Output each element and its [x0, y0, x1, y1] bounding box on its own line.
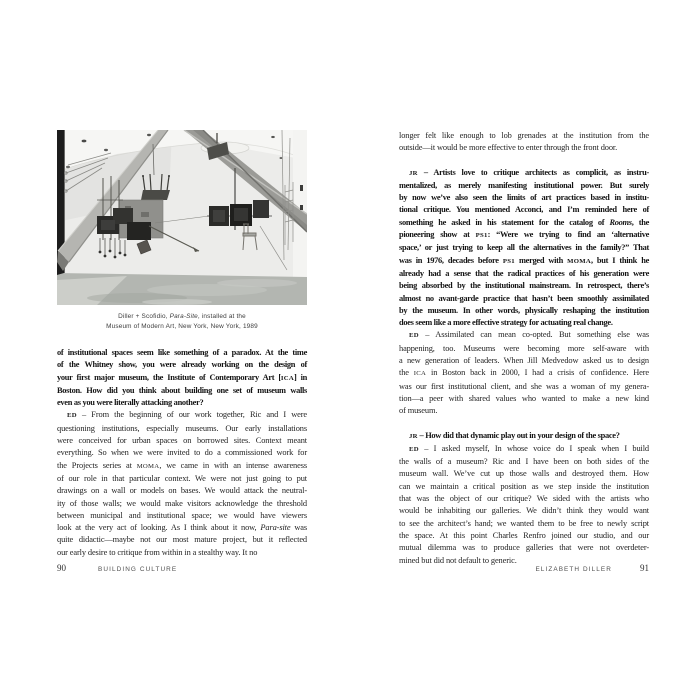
text-line [399, 493, 649, 505]
text-line [57, 423, 307, 435]
text-line [57, 447, 307, 459]
text-line [399, 505, 649, 517]
text-run: something he asked in his statement for the catalog of [399, 217, 610, 227]
text-run: mentalized, as merely manifesting institutional power. But surely [399, 180, 649, 190]
right-page [399, 130, 649, 590]
text-line [57, 460, 307, 473]
paragraph [57, 409, 307, 559]
text-line [399, 329, 649, 342]
text-line [399, 481, 649, 493]
text-run: Diller + Scofidio, [118, 313, 170, 320]
paragraph [399, 167, 649, 330]
speaker-label: ED [409, 445, 419, 453]
page-number-left: 90 [57, 563, 66, 573]
paragraph [399, 329, 649, 417]
text-run: Boston. How did you think about building one set of museum walls [57, 385, 307, 395]
text-run: – From the beginning of our work together, Ric and I were [76, 410, 307, 420]
text-run: were conceived for urban spaces on borrowed sites. Context meant [57, 436, 307, 446]
text-run: the [399, 368, 414, 378]
text-line [399, 405, 649, 417]
text-line [399, 456, 649, 468]
text-run: space,’ or just trying to keep all the alternatives in the family?” That [399, 243, 649, 253]
text-run: mined but did not default to generic. [399, 555, 517, 565]
text-run: , but I think he [590, 255, 649, 265]
text-run: : “Were we trying to find an ‘alternative [487, 230, 649, 240]
text-run: outside—it would be more effective to enter through the front door. [399, 143, 618, 153]
text-run: merged with [514, 255, 568, 265]
text-line [399, 142, 649, 154]
text-run: between municipal and institutional space; we would have viewers [57, 510, 307, 520]
text-run: in Boston back in 2000, I had a crisis of confidence. Here [426, 368, 649, 378]
text-run: , we came in with an intense awareness [159, 460, 307, 470]
text-line [399, 530, 649, 542]
right-page-text [399, 130, 649, 567]
text-line [57, 547, 307, 559]
text-run: your first major museum, the Institute of Contemporary Art [ [57, 372, 281, 382]
running-title-right: ELIZABETH DILLER [535, 566, 612, 573]
caption-line [57, 312, 307, 322]
text-line [399, 518, 649, 530]
text-run: was [290, 523, 307, 533]
installation-photo-figure [57, 130, 307, 331]
text-run: PS1 [502, 257, 515, 265]
text-line [57, 498, 307, 510]
text-run: was our first institutional client, and she was a woman of my genera- [399, 381, 649, 391]
text-line [399, 343, 649, 355]
text-run: everything. So when we were invited to do a commissioned work for [57, 448, 307, 458]
paragraph [399, 443, 649, 567]
text-run: the walls of a museum? Ric and I have been on both sides of the [399, 457, 649, 467]
text-run: that was the object of our critique? We sided with the artists who [399, 494, 649, 504]
speaker-label: ED [67, 412, 77, 420]
page-number-right: 91 [640, 563, 649, 573]
text-line [399, 192, 649, 204]
text-line [399, 367, 649, 380]
running-title-left: BUILDING CULTURE [98, 566, 178, 573]
photo-caption [57, 312, 307, 331]
text-run: Rooms [609, 217, 632, 227]
text-line [57, 409, 307, 422]
text-run: – How did that dynamic play out in your design of the space? [417, 430, 620, 440]
text-run: happening, too. Museums were becoming more self-aware with [399, 343, 649, 353]
text-run: by the museum. In other words, physically reshaping the institution [399, 305, 649, 315]
text-line [399, 443, 649, 456]
text-run: look at the very act of looking. As I think about it now, [57, 523, 261, 533]
text-line [399, 381, 649, 393]
text-run: ICA [413, 370, 427, 378]
text-run: the Projects series at [57, 460, 137, 470]
text-run: PS1 [475, 232, 488, 240]
text-line [399, 242, 649, 254]
text-run: ICA [280, 374, 294, 382]
text-run: being absorbed by the institutional mainstream. In retrospect, there’s [399, 281, 649, 291]
text-run: of institutional spaces seem like something of a paradox. At the time [57, 348, 307, 357]
text-line [399, 130, 649, 142]
text-line [399, 180, 649, 192]
text-line [57, 473, 307, 485]
text-run: mutual dilemma was to produce galleries that were not overdeter- [399, 543, 649, 553]
paragraph [57, 347, 307, 409]
text-line [399, 293, 649, 305]
text-line [399, 229, 649, 242]
left-page-text [57, 347, 307, 559]
text-line [399, 542, 649, 554]
text-line [399, 305, 649, 317]
text-run: would be inhabiting our galleries. We didn’t think they would want [399, 506, 649, 516]
text-run: pioneering show at [399, 230, 476, 240]
text-line [57, 397, 307, 409]
speaker-label: JR [409, 169, 418, 177]
text-run: – Artists love to critique architects as complicit, as instru- [417, 167, 649, 177]
text-run: to see the architect’s hand; we wanted them to be free to newly script [399, 518, 649, 528]
text-line [57, 435, 307, 447]
text-run: our early desire to critique from within in a stealthy way. It no [57, 547, 258, 557]
text-run: tion—a peer with shared values who wanted to make a new kind [399, 393, 649, 403]
text-line [399, 393, 649, 405]
text-line [57, 372, 307, 385]
text-run: of the Whitney show, you were already working on the design of [57, 360, 307, 370]
text-run: a new generation of leaders. When Jill Medvedow asked us to design [399, 356, 649, 366]
text-line [57, 485, 307, 497]
text-line [57, 522, 307, 534]
text-run: Para-Site [169, 313, 198, 320]
left-page [57, 130, 307, 590]
text-line [399, 167, 649, 180]
text-run: of our role in that particular context. We were not just going to put [57, 473, 307, 483]
left-page-footer [57, 563, 307, 573]
text-run: questioning institutions, especially museums. Our early installations [57, 423, 307, 433]
text-run: ity of those walls; we would make visitors acknowledge the threshold [57, 498, 307, 508]
text-line [399, 355, 649, 367]
text-run: ] in [293, 372, 307, 382]
text-line [399, 204, 649, 216]
text-run: already had a sense that the radical practices of his generation were [399, 268, 649, 278]
text-run: of museum. [399, 406, 438, 416]
text-line [399, 430, 649, 443]
text-run: , installed at the [197, 313, 246, 320]
paragraph [399, 130, 649, 155]
right-page-footer [399, 563, 649, 573]
text-run: museum wall. We’ve cut up those walls and destroyed them. How [399, 469, 649, 479]
text-line [399, 468, 649, 480]
text-run: can we maintain a critical position as we step inside the institution [399, 481, 649, 491]
text-line [399, 255, 649, 268]
text-line [399, 268, 649, 280]
text-line [399, 217, 649, 229]
text-line [57, 510, 307, 522]
text-line [399, 317, 649, 329]
text-run: longer felt like enough to lob grenades at the institution from the [399, 131, 649, 140]
text-line [57, 385, 307, 397]
text-run: quite didactic—maybe not our most mature project, but it reflected [57, 535, 307, 545]
text-run: – Assimilated can mean co-opted. But something else was [418, 330, 649, 340]
text-run: drawings on a wall or models on bases. We would attack the neutral- [57, 486, 307, 496]
text-run: – I asked myself, In whose voice do I speak when I build [418, 443, 649, 453]
text-run: does seem like a more effective strategy for actuating real change. [399, 318, 613, 328]
text-run: tional critique. You mentioned Acconci, and I’m reminded here of [399, 205, 649, 215]
text-run: even as you were literally attacking another? [57, 398, 204, 408]
text-run: Museum of Modern Art, New York, New York, 1989 [106, 322, 258, 330]
text-line [57, 347, 307, 359]
text-run: the space. At this point Charles Renfro joined our studio, and our [399, 530, 649, 540]
text-run: almost no avant-garde practice that hasn’t been smoothly assimilated [399, 293, 649, 303]
text-line [57, 359, 307, 371]
text-run: by now we’ve also seen the limits of art practices based in institu- [399, 193, 649, 203]
installation-photo-image [57, 130, 307, 305]
text-line [399, 280, 649, 292]
text-run: , the [631, 217, 649, 227]
speaker-label: JR [409, 432, 418, 440]
text-run: MOMA [567, 257, 591, 265]
text-line [57, 534, 307, 546]
paragraph [399, 430, 649, 443]
installation-photo [57, 130, 307, 305]
speaker-label: ED [409, 332, 419, 340]
text-run: MOMA [136, 462, 160, 470]
text-run: Para-site [260, 523, 291, 533]
caption-line [57, 322, 307, 332]
text-run: was in 1976, decades before [399, 255, 503, 265]
